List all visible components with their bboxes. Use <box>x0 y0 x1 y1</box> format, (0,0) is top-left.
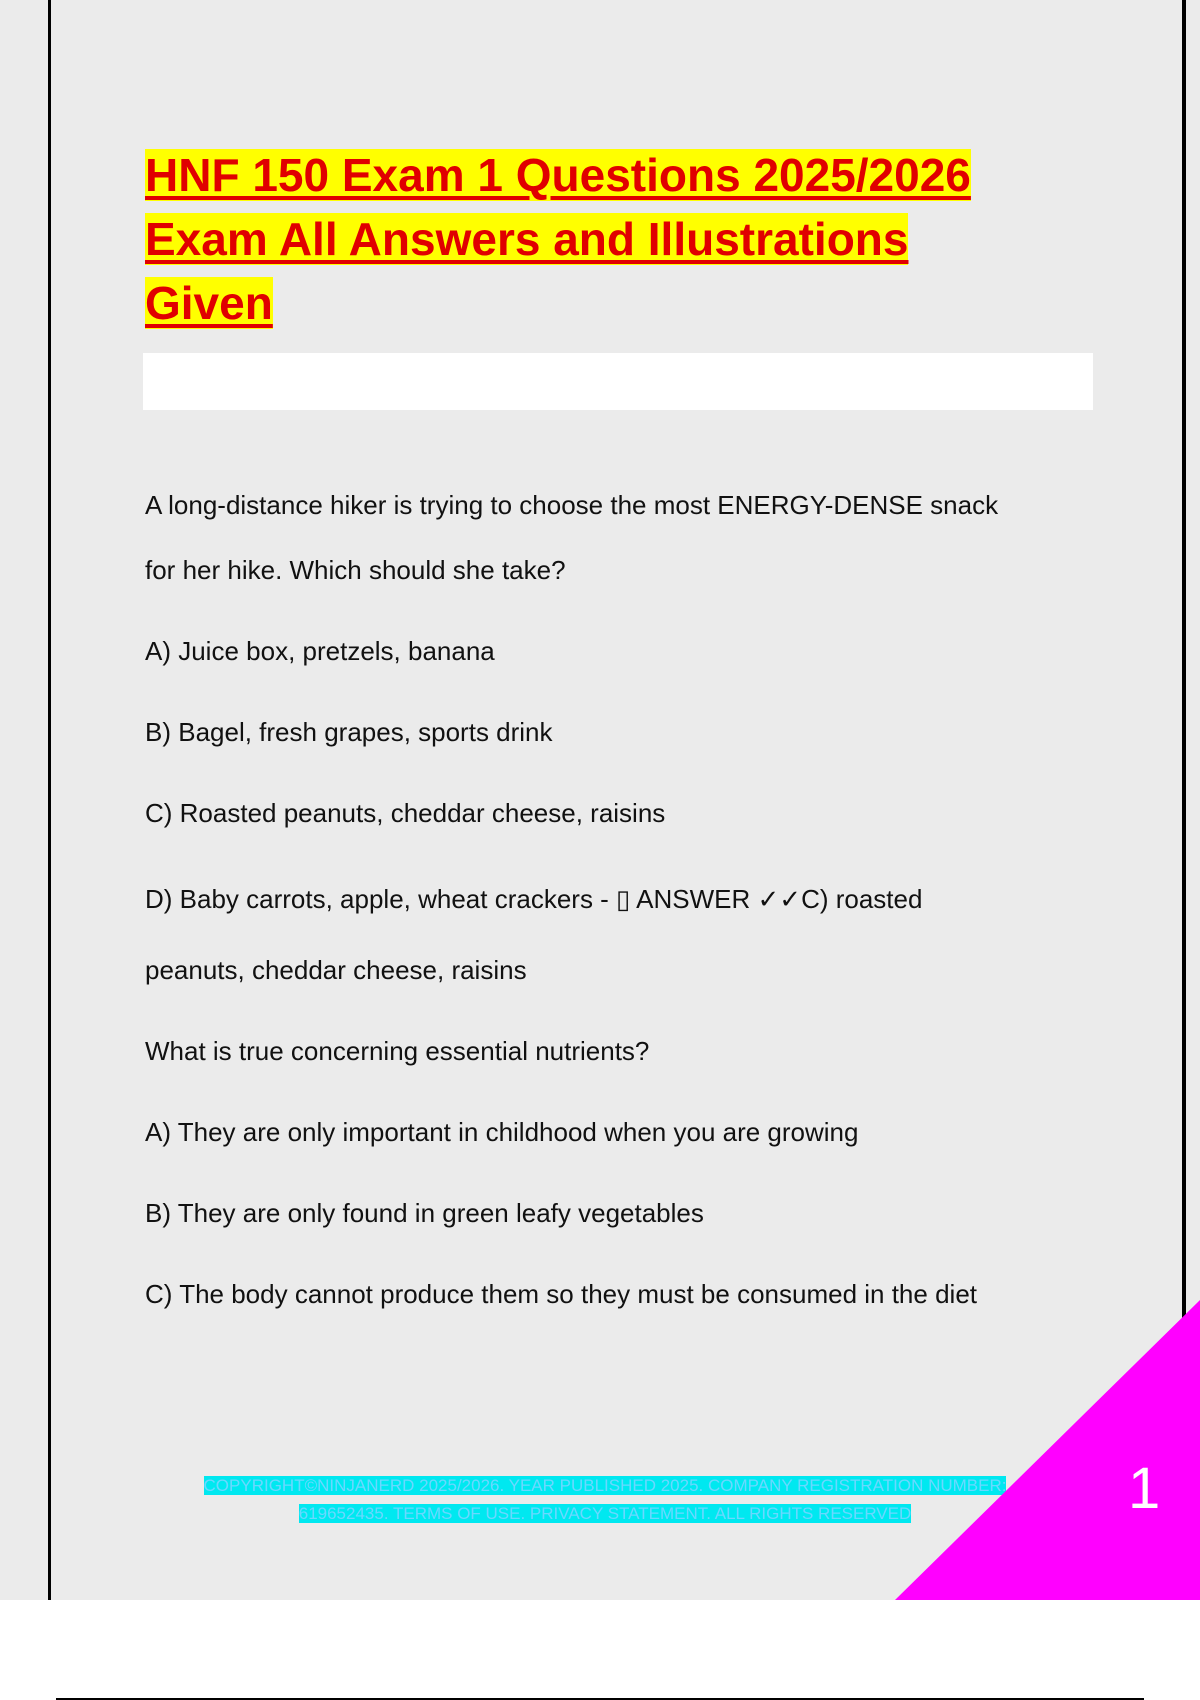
question-2-text: What is true concerning essential nutrients? <box>145 1036 650 1066</box>
question-1-option-c: C) Roasted peanuts, cheddar cheese, raisins <box>145 798 666 828</box>
question-1-option-b: B) Bagel, fresh grapes, sports drink <box>145 717 553 747</box>
question-1-text-line-1: A long-distance hiker is trying to choose the most ENERGY-DENSE snack <box>145 490 999 520</box>
question-1-answer-continued: peanuts, cheddar cheese, raisins <box>145 955 527 985</box>
question-1-option-a: A) Juice box, pretzels, banana <box>145 636 495 666</box>
footer-line-2: 619652435. TERMS OF USE. PRIVACY STATEMENT. ALL RIGHTS RESERVED <box>298 1504 912 1523</box>
question-1-text-line-2: for her hike. Which should she take? <box>145 555 566 585</box>
question-1-option-d-answer: D) Baby carrots, apple, wheat crackers - ▯ ANSWER ✓✓C) roasted <box>145 884 923 914</box>
title-line-3: Given <box>145 277 273 329</box>
question-2-option-b: B) They are only found in green leafy vegetables <box>145 1198 704 1228</box>
corner-triangle-shape <box>895 1300 1200 1600</box>
footer-line-1: COPYRIGHT©NINJANERD 2025/2026. YEAR PUBLISHED 2025. COMPANY REGISTRATION NUMBER: <box>203 1476 1007 1495</box>
question-2-option-c: C) The body cannot produce them so they must be consumed in the diet <box>145 1279 977 1309</box>
title-line-1: HNF 150 Exam 1 Questions 2025/2026 <box>145 149 971 201</box>
page-number: 1 <box>1128 1456 1161 1521</box>
question-2-option-a: A) They are only important in childhood when you are growing <box>145 1117 859 1147</box>
title-line-2: Exam All Answers and Illustrations <box>145 213 909 265</box>
